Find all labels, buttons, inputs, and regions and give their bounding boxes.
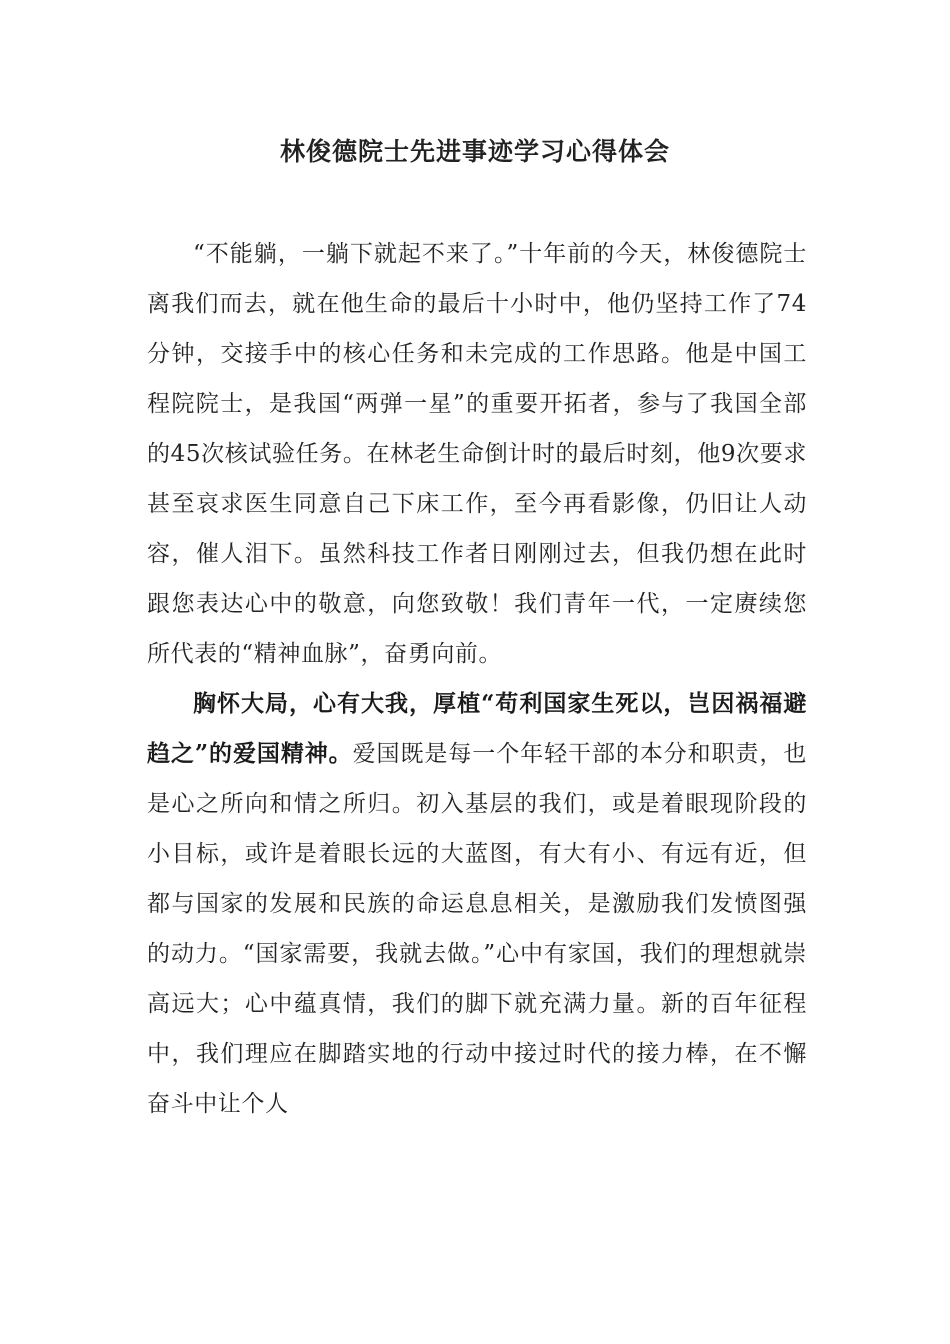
paragraph-patriotism bbox=[147, 679, 807, 1129]
paragraph-intro bbox=[147, 229, 807, 679]
document-title: 林俊德院士先进事迹学习心得体会 bbox=[279, 137, 670, 166]
paragraph-intro-text: “不能躺，一躺下就起不来了。”十年前的今天，林俊德院士离我们而去，就在他生命的最后十小时中，他仍坚持工作了74分钟，交接手中的核心任务和未完成的工作思路。他是中国工程院院士，是我国“两弹一星”的重要开拓者，参与了我国全部的45次核试验任务。在林老生命倒计时的最后时刻，他9次要求甚至哀求医生同意自己下床工作，至今再看影像，仍旧让人动容，催人泪下。虽然科技工作者日刚刚过去，但我仍想在此时跟您表达心中的敬意，向您致敬！我们青年一代，一定赓续您所代表的“精神血脉”，奋勇向前。 bbox=[147, 241, 807, 667]
paragraph-patriotism-lead: 胸怀大局，心有大我，厚植“苟利国家生死以，岂因祸福避趋之”的爱国精神。 bbox=[147, 690, 807, 767]
paragraph-patriotism-text: 爱国既是每一个年轻干部的本分和职责，也是心之所向和情之所归。初入基层的我们，或是着眼现阶段的小目标，或许是着眼长远的大蓝图，有大有小、有远有近，但都与国家的发展和民族的命运息息相关，是激励我们发愤图强的动力。“国家需要，我就去做。”心中有家国，我们的理想就崇高远大；心中蕴真情，我们的脚下就充满力量。新的百年征程中，我们理应在脚踏实地的行动中接过时代的接力棒，在不懈奋斗中让个人 bbox=[147, 741, 807, 1117]
document-body bbox=[147, 229, 807, 1129]
